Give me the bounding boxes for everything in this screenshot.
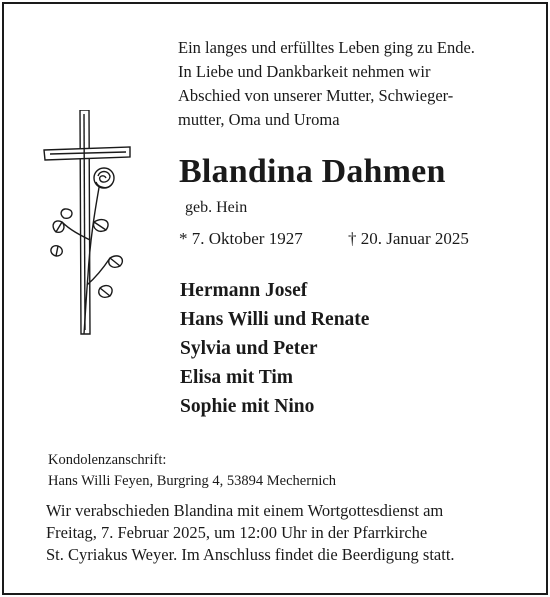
obituary-notice	[2, 2, 548, 595]
maiden-name: geb. Hein	[185, 199, 248, 216]
service-line: Freitag, 7. Februar 2025, um 12:00 Uhr in der Pfarrkirche	[46, 523, 428, 542]
mourner: Sophie mit Nino	[180, 396, 315, 417]
intro-text	[178, 36, 518, 132]
intro-line: In Liebe und Dankbarkeit nehmen wir	[178, 62, 431, 81]
intro-line: mutter, Oma und Uroma	[178, 110, 340, 129]
condolence-label: Kondolenzanschrift:	[48, 452, 167, 468]
mourner: Sylvia und Peter	[180, 338, 318, 359]
service-info	[46, 500, 526, 566]
condolence-address: Hans Willi Feyen, Burgring 4, 53894 Mechernich	[48, 473, 337, 489]
birth-date: * 7. Oktober 1927	[179, 229, 303, 248]
intro-line: Ein langes und erfülltes Leben ging zu Ende.	[178, 38, 475, 57]
intro-line: Abschied von unserer Mutter, Schwieger-	[178, 86, 454, 105]
condolence-address-block	[48, 450, 336, 492]
deceased-name: Blandina Dahmen	[179, 153, 446, 190]
death-date: † 20. Januar 2025	[348, 229, 469, 248]
service-line: Wir verabschieden Blandina mit einem Wortgottesdienst am	[46, 501, 444, 520]
mourner: Elisa mit Tim	[180, 367, 294, 388]
mourner: Hans Willi und Renate	[180, 309, 370, 330]
mourners-list	[180, 276, 369, 421]
life-dates	[179, 228, 519, 250]
cross-with-rose-icon	[40, 110, 132, 338]
service-line: St. Cyriakus Weyer. Im Anschluss findet die Beerdigung statt.	[46, 545, 455, 564]
mourner: Hermann Josef	[180, 280, 308, 301]
